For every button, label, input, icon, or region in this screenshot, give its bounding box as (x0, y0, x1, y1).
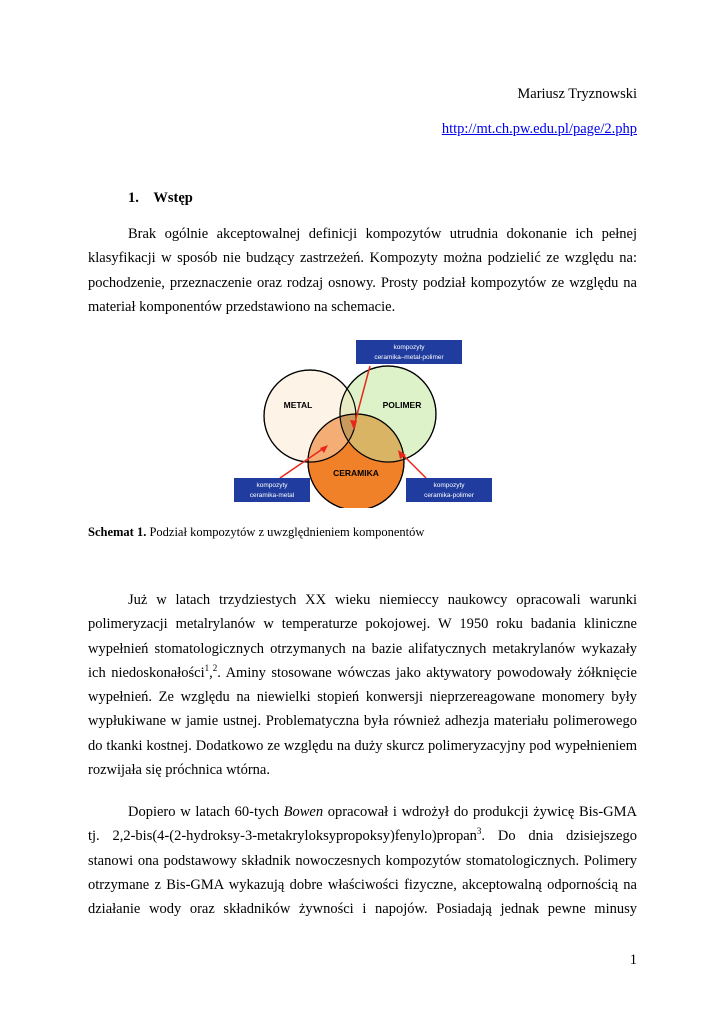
caption-label: Schemat 1. (88, 525, 147, 539)
text-line: otrzymane z Bis-GMA wykazują dobre właściwości fizyczne, akceptowalną odpornością na (88, 876, 637, 893)
reference-1[interactable]: 1 (204, 663, 210, 674)
ref-separator: , (209, 664, 213, 681)
label-top-line2: ceramika–metal-polimer (374, 354, 444, 361)
text-line: rozwijała się próchnica wtórna. (88, 762, 270, 779)
text-line: pochodzenie, przeznaczenie oraz rodzaj osnowy. Prosty podział kompozytów ze względu na (88, 274, 637, 291)
text-line: wypłukiwane w jamie ustnej. Problematyczna była również adhezja materiału polimerowego (88, 713, 637, 730)
text-line: Już w latach trzydziestych XX wieku niemieccy naukowcy opracowali warunki (128, 592, 637, 608)
line-start: ich niedoskonałości (88, 664, 205, 681)
label-top-line1: kompozyty (393, 344, 425, 351)
page-number: 1 (629, 952, 637, 968)
line-rest: opracował i wdrożył do produkcji żywicę Bis-GMA (323, 804, 637, 820)
section-title: Wstęp (153, 190, 193, 206)
text-line: do tkanki kostnej. Dodatkowo ze względu na duży skurcz polimeryzacyjny pod wypełnieniem (88, 737, 637, 754)
section-heading (128, 190, 193, 207)
reference-3[interactable]: 3 (476, 826, 482, 837)
source-link[interactable]: http://mt.ch.pw.edu.pl/page/2.php (441, 121, 637, 137)
author-bowen: Bowen (283, 804, 324, 820)
text-line: stanowi ona podstawowy składnik nowoczesnych kompozytów stomatologicznych. Polimery (88, 852, 637, 869)
text-line: Brak ogólnie akceptowalnej definicji kompozytów utrudnia dokonanie ich pełnej (128, 226, 637, 242)
metal-label: METAL (283, 400, 313, 410)
ceramika-label: CERAMIKA (333, 468, 379, 478)
chemical-name: tj. 2,2-bis(4-(2-hydroksy-3-metakryloksypropoksy)fenylo)propan (88, 828, 477, 845)
paragraph-intro (88, 222, 637, 319)
paragraph-history (88, 588, 637, 782)
text-line: materiał komponentów przedstawiono na schemacie. (88, 298, 396, 315)
author-name: Mariusz Tryznowski (517, 86, 637, 102)
label-left-line1: kompozyty (256, 482, 288, 489)
text-line: działanie wody oraz składników żywności i napojów. Posiadają jednak pewne minusy (88, 901, 637, 918)
text-line (88, 800, 637, 824)
text-line: klasyfikacji w sposób nie budzący zastrzeżeń. Kompozyty można podzielić ze względu na: (88, 250, 637, 267)
text-line-with-refs (88, 661, 637, 685)
figure-caption (88, 525, 424, 540)
label-right-line2: ceramika-polimer (424, 492, 474, 499)
label-right-line1: kompozyty (433, 482, 465, 489)
arrow-right (402, 454, 426, 478)
line-rest: . Aminy stosowane wówczas jako aktywatory powodowały żółknięcie (217, 664, 637, 681)
text-line: wypełnień. Ze względu na niewielki stopień konwersji nieprzereagowane monomery były (88, 689, 637, 706)
paragraph-bis-gma (88, 800, 637, 921)
text-line (88, 824, 637, 848)
text-line: polimeryzacji metalrylanów w temperaturze pokojowej. W 1950 roku badania kliniczne (88, 616, 637, 633)
reference-2[interactable]: 2 (212, 663, 218, 674)
venn-diagram (230, 338, 500, 508)
text-line: wypełnień stomatologicznych otrzymanych na bazie alifatycznych metakrylanów wykazały (88, 640, 637, 657)
caption-text: Podział kompozytów z uwzględnieniem komponentów (146, 525, 425, 539)
line-rest: . Do dnia dzisiejszego (481, 828, 637, 845)
polimer-label: POLIMER (382, 400, 422, 410)
section-number: 1. (128, 190, 139, 206)
line-start: Dopiero w latach 60-tych (128, 804, 284, 820)
label-left-line2: ceramika-metal (249, 492, 295, 499)
